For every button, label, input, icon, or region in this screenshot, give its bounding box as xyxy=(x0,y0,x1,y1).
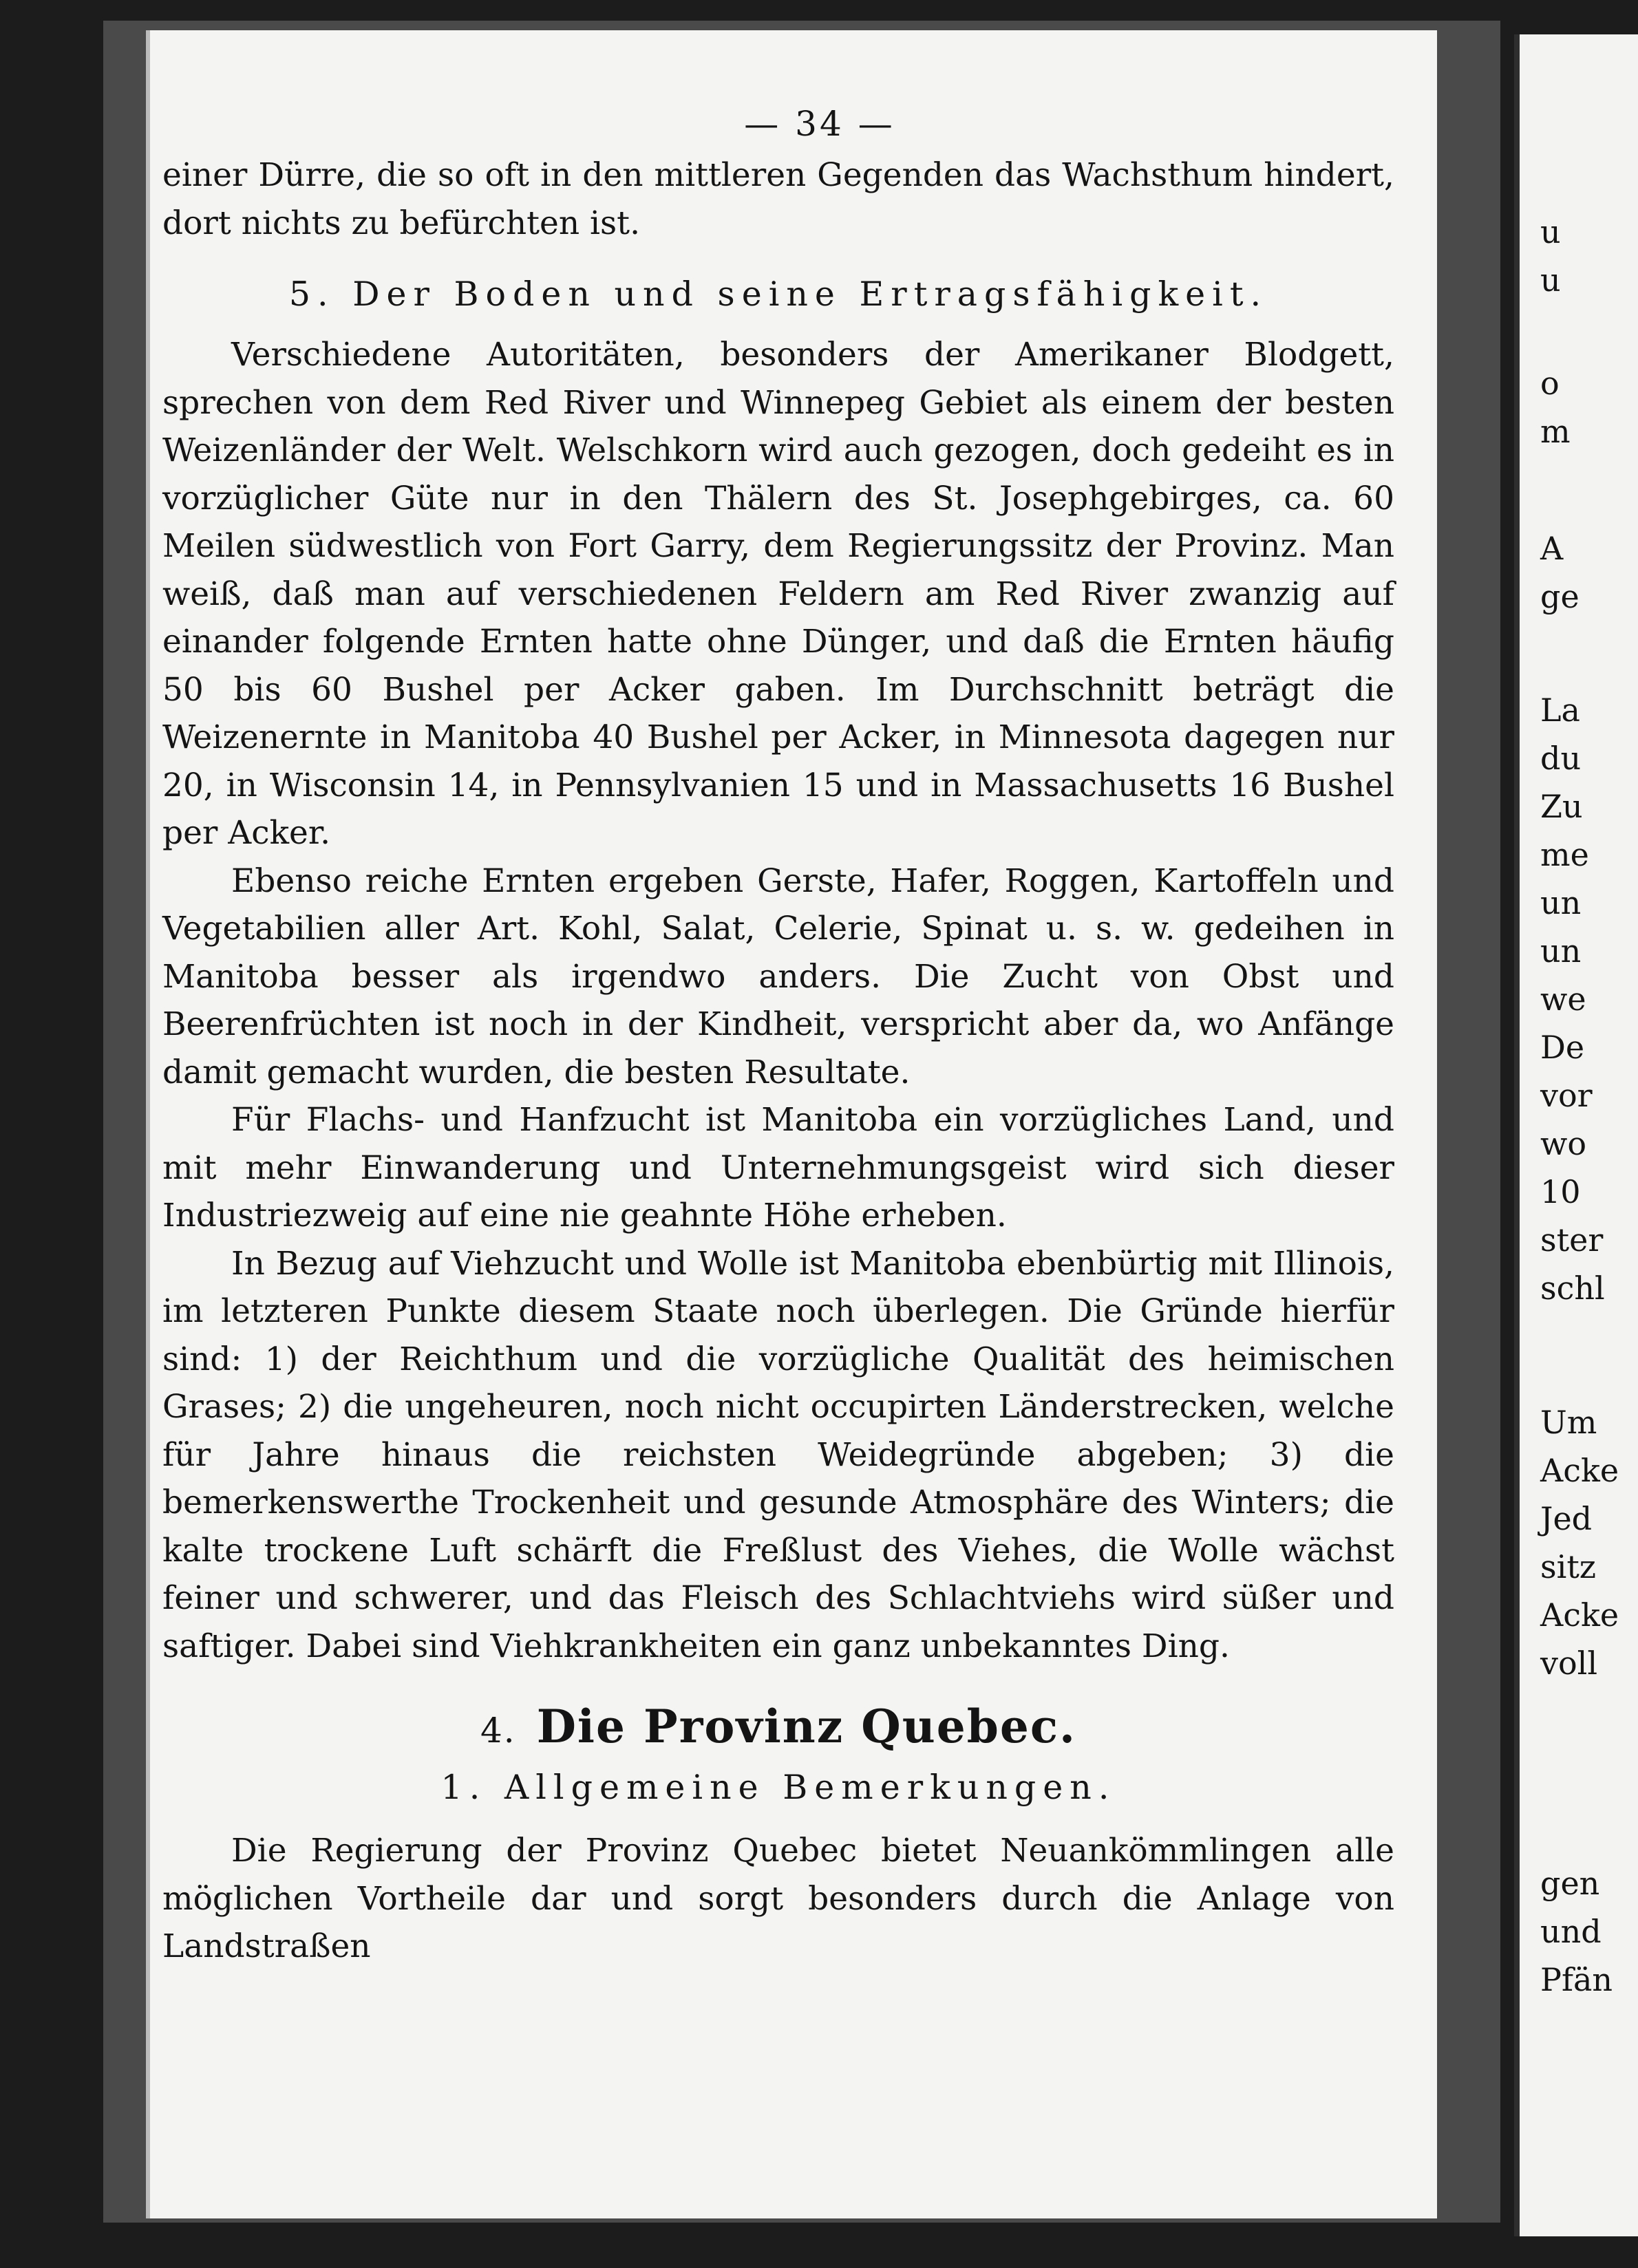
section-heading: 5. Der Boden und seine Ertragsfähigkeit. xyxy=(288,275,1268,314)
subsection-heading: 1. Allgemeine Bemerkungen. xyxy=(440,1768,1116,1807)
final-paragraph: Die Regierung der Provinz Quebec bietet Neuankömmlingen alle möglichen Vortheile dar und sorgt besonders durch die Anlage von Landstraßen xyxy=(162,1832,1394,1965)
adjacent-fragment: De xyxy=(1540,1029,1585,1066)
adjacent-fragment: u xyxy=(1540,213,1561,250)
adjacent-fragment: voll xyxy=(1540,1645,1598,1682)
adjacent-fragment: 10 xyxy=(1540,1173,1581,1210)
adjacent-fragment: Um xyxy=(1540,1404,1597,1441)
chapter-number: 4. xyxy=(480,1711,516,1751)
adjacent-fragment: ge xyxy=(1540,578,1580,615)
adjacent-fragment: u xyxy=(1540,261,1561,299)
adjacent-fragment: wo xyxy=(1540,1125,1587,1162)
page-number: — 34 — xyxy=(744,104,895,144)
adjacent-fragment: schl xyxy=(1540,1270,1605,1307)
adjacent-fragment: un xyxy=(1540,884,1582,921)
adjacent-fragment: gen xyxy=(1540,1865,1600,1902)
chapter-title: Die Provinz Quebec. xyxy=(536,1700,1077,1753)
page-content xyxy=(162,96,1394,1971)
adjacent-fragment: Jed xyxy=(1540,1500,1593,1537)
adjacent-fragment: A xyxy=(1540,530,1564,567)
adjacent-fragment: Zu xyxy=(1540,788,1583,825)
adjacent-fragment: m xyxy=(1540,413,1571,450)
adjacent-fragment: du xyxy=(1540,740,1582,777)
adjacent-fragment: Acke xyxy=(1540,1452,1619,1489)
paragraph-soil: Verschiedene Autoritäten, besonders der Amerikaner Blodgett, sprechen von dem Red River und Winnepeg Gebiet als einem der besten Weizenländer der Welt. Welschkorn wird auch gezogen, doch gedeiht es in vorzüglicher Güte nur in den Thälern des St. Josephgebirges, ca. 60 Meilen südwestlich von Fort Garry, dem Regierungssitz der Provinz. Man weiß, daß man auf verschiedenen Feldern am Red River zwanzig auf einander folgende Ernten hatte ohne Dünger, und daß die Ernten häufig 50 bis 60 Bushel per Acker gaben. Im Durchschnitt beträgt die Weizenernte in Manitoba 40 Bushel per Acker, in Minnesota dagegen nur 20, in Wisconsin 14, in Pennsylvanien 15 und in Massachusetts 16 Bushel per Acker. xyxy=(162,336,1394,852)
adjacent-fragment: sitz xyxy=(1540,1548,1597,1585)
adjacent-fragment: o xyxy=(1540,365,1560,402)
adjacent-fragment: und xyxy=(1540,1913,1602,1950)
adjacent-fragment: un xyxy=(1540,932,1582,970)
adjacent-fragment: La xyxy=(1540,692,1580,729)
adjacent-fragment: me xyxy=(1540,836,1589,873)
chapter-heading xyxy=(162,1695,1394,1758)
adjacent-fragment: Acke xyxy=(1540,1596,1619,1634)
adjacent-fragment: ster xyxy=(1540,1221,1604,1259)
adjacent-page-edge xyxy=(1514,34,1638,2236)
paragraph-flax: Für Flachs- und Hanfzucht ist Manitoba ein vorzügliches Land, und mit mehr Einwanderung und Unternehmungsgeist wird sich dieser Industriezweig auf eine nie geahnte Höhe erheben. xyxy=(162,1101,1394,1234)
paragraph-livestock: In Bezug auf Viehzucht und Wolle ist Manitoba ebenbürtig mit Illinois, im letzteren Punkte diesem Staate noch überlegen. Die Gründe hierfür sind: 1) der Reichthum und die vorzügliche Qualität des heimischen Grases; 2) die ungeheuren, noch nicht occupirten Länderstrecken, welche für Jahre hinaus die reichsten Weidegründe abgeben; 3) die bemerkenswerthe Trockenheit und gesunde Atmosphäre des Winters; die kalte trockene Luft schärft die Freßlust des Viehes, die Wolle wächst feiner und schwerer, und das Fleisch des Schlachtviehs wird süßer und saftiger. Dabei sind Viehkrankheiten ein ganz unbekanntes Ding. xyxy=(162,1244,1394,1665)
adjacent-fragment: vor xyxy=(1540,1077,1593,1114)
adjacent-fragment: we xyxy=(1540,981,1586,1018)
intro-paragraph: einer Dürre, die so oft in den mittleren Gegenden das Wachsthum hindert, dort nichts zu befürchten ist. xyxy=(162,156,1394,242)
paragraph-crops: Ebenso reiche Ernten ergeben Gerste, Hafer, Roggen, Kartoffeln und Vegetabilien aller Art. Kohl, Salat, Celerie, Spinat u. s. w. gedeihen in Manitoba besser als irgendwo anders. Die Zucht von Obst und Beerenfrüchten ist noch in der Kindheit, verspricht aber da, wo Anfänge damit gemacht wurden, die besten Resultate. xyxy=(162,862,1394,1091)
adjacent-fragment: Pfän xyxy=(1540,1961,1613,1998)
